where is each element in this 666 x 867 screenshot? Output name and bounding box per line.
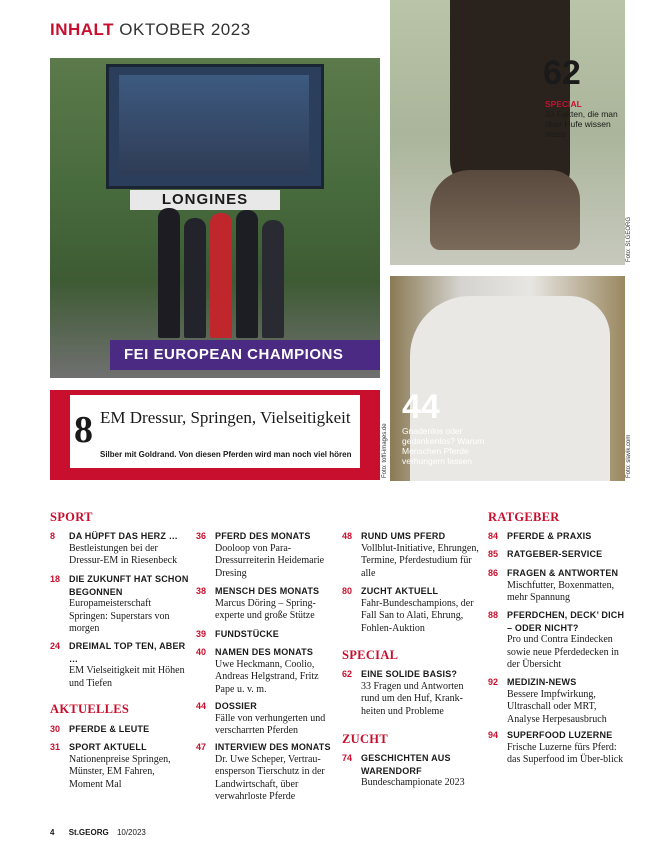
toc-page: 8 (50, 531, 56, 541)
toc-item[interactable] (196, 530, 336, 580)
toc-item[interactable] (196, 741, 336, 804)
toc-page: 86 (488, 568, 499, 578)
toc-title: SUPERFOOD LUZERNE (507, 730, 613, 740)
toc-title: SPORT AKTUELL (69, 742, 147, 752)
toc-title: DOSSIER (215, 701, 257, 711)
toc-page: 24 (50, 641, 61, 651)
toc-title: DREIMAL TOP TEN, ABER … (69, 641, 186, 664)
section-heading-ratgeber: RATGEBER (488, 510, 560, 524)
toc-description: Dooloop von Para-Dressurreiterin Heidemarie Dresing (215, 542, 325, 579)
toc-page: 44 (196, 701, 207, 711)
teaser-62-description: 33 Fakten, die man über Hufe wissen muss (545, 109, 618, 139)
toc-page: 38 (196, 586, 207, 596)
teaser-62-text (545, 99, 625, 139)
toc-item[interactable] (342, 530, 482, 580)
toc-title: DIE ZUKUNFT HAT SCHON BEGONNEN (69, 574, 189, 597)
toc-page: 84 (488, 531, 499, 541)
feature-page-number: 8 (74, 409, 93, 451)
teaser-62-number: 62 (543, 54, 581, 92)
teaser-44-number: 44 (402, 388, 440, 426)
magazine-logo: St.GEORG (68, 828, 109, 837)
rider-figure (236, 210, 258, 338)
header-title: INHALT (50, 20, 115, 39)
toc-item[interactable] (342, 752, 482, 790)
rider-figure (184, 218, 206, 338)
toc-description: Fälle von verhungerten und verscharrten Pferden (215, 712, 326, 736)
toc-title: MEDIZIN-NEWS (507, 677, 577, 687)
toc-item[interactable] (488, 676, 628, 726)
toc-description: Bundeschampionate 2023 (361, 777, 465, 788)
toc-title: PFERDE & PRAXIS (507, 531, 592, 541)
teaser-62-kicker: SPECIAL (545, 99, 582, 109)
issue-number: 10/2023 (116, 828, 146, 837)
photo-credit-main: Foto: toffi-images.de (382, 423, 388, 478)
video-screen (106, 64, 324, 189)
toc-item[interactable] (50, 640, 190, 690)
toc-title: PFERD DES MONATS (215, 531, 311, 541)
feature-title: EM Dressur, Springen, Vielseitigkeit (100, 408, 351, 427)
section-heading-special: SPECIAL (342, 648, 399, 662)
toc-item[interactable] (50, 530, 190, 568)
toc-title: GESCHICHTEN AUS WARENDORF (361, 753, 451, 776)
toc-page: 40 (196, 647, 207, 657)
toc-description: EM Vielseitigkeit mit Höhen und Tiefen (69, 665, 185, 689)
page-footer (50, 828, 146, 837)
main-photo-podium[interactable] (50, 58, 380, 378)
toc-page: 85 (488, 549, 499, 559)
photo-credit-horse: Foto: slavik.com (626, 434, 632, 478)
section-heading-sport: SPORT (50, 510, 93, 524)
toc-item[interactable] (488, 729, 628, 767)
toc-title: NAMEN DES MONATS (215, 647, 314, 657)
rider-figure (158, 208, 180, 338)
toc-title: DA HÜPFT DAS HERZ … (69, 531, 178, 541)
toc-page: 31 (50, 742, 61, 752)
photo-credit-hoof: Foto: St.GEORG (626, 216, 632, 262)
toc-title: FUNDSTÜCKE (215, 629, 279, 639)
toc-page: 74 (342, 753, 353, 763)
toc-page: 62 (342, 669, 353, 679)
toc-title: PFERDE & LEUTE (69, 724, 150, 734)
toc-page: 18 (50, 574, 61, 584)
rider-figure (262, 220, 284, 338)
toc-page: 47 (196, 742, 207, 752)
toc-page: 30 (50, 724, 61, 734)
toc-title: ZUCHT AKTUELL (361, 586, 439, 596)
section-heading-aktuelles: AKTUELLES (50, 702, 130, 716)
section-heading-zucht: ZUCHT (342, 732, 388, 746)
toc-title: PFERDCHEN, DECK’ DICH – ODER NICHT? (507, 610, 625, 633)
toc-item[interactable] (50, 723, 190, 736)
toc-page: 80 (342, 586, 353, 596)
toc-description: Dr. Uwe Scheper, Vertrau-ensperson Tierschutz in der Landwirtschaft, über verwahrloste Pferde (215, 753, 325, 802)
toc-description: Frische Luzerne fürs Pferd: das Superfood im Über-blick (507, 741, 624, 765)
toc-item[interactable] (488, 567, 628, 605)
toc-description: Europameisterschaft Springen: Superstars von morgen (69, 598, 170, 634)
toc-title: EINE SOLIDE BASIS? (361, 669, 458, 679)
toc-item[interactable] (196, 585, 336, 623)
toc-description: Nationenpreise Springen, Münster, EM Fahren, Moment Mal (69, 753, 171, 790)
toc-item[interactable] (50, 741, 190, 791)
toc-title: FRAGEN & ANTWORTEN (507, 568, 619, 578)
toc-item[interactable] (196, 628, 336, 641)
toc-description: Bessere Impfwirkung, Ultraschall oder MRT, Analyse Herpesausbruch (507, 688, 607, 725)
toc-description: Vollblut-Initiative, Ehrungen, Termine, Pferdestudium für alle (361, 542, 479, 579)
page-header (50, 20, 251, 40)
toc-description: Mischfutter, Boxenmatten, mehr Spannung (507, 579, 615, 603)
toc-item[interactable] (196, 646, 336, 696)
sponsor-logo: LONGINES (130, 190, 280, 210)
feature-subtitle: Silber mit Goldrand. Von diesen Pferden wird man noch viel hören (100, 450, 352, 459)
official-figure (210, 213, 232, 338)
toc-title: INTERVIEW DES MONATS (215, 742, 331, 752)
toc-page: 39 (196, 629, 207, 639)
toc-item[interactable] (488, 609, 628, 672)
feature-box[interactable] (50, 390, 380, 480)
toc-page: 36 (196, 531, 207, 541)
toc-item[interactable] (488, 530, 628, 543)
toc-description: Uwe Heckmann, Coolio, Andreas Helgstrand, Fritz Pape u. v. m. (215, 658, 319, 695)
header-date: OKTOBER 2023 (119, 20, 251, 39)
event-banner: FEI EUROPEAN CHAMPIONS (110, 340, 380, 370)
toc-item[interactable] (196, 700, 336, 738)
toc-description: Pro und Contra Eindecken sowie neue Pferdedecken in der Übersicht (507, 634, 619, 670)
teaser-44-text: Gnadenlos oder gedankenlos? Warum Menschen Pferde verhungern lassen (402, 426, 485, 466)
toc-page: 48 (342, 531, 353, 541)
toc-description: 33 Fragen und Antworten rund um den Huf, Krank-heiten und Probleme (361, 680, 464, 717)
toc-item[interactable] (342, 585, 482, 635)
toc-item[interactable] (488, 548, 628, 561)
hoof (430, 170, 580, 250)
toc-page: 94 (488, 730, 499, 740)
toc-description: Fahr-Bundeschampions, der Fall San to Alati, Ehrung, Fohlen-Auktion (361, 597, 474, 634)
toc-item[interactable] (342, 668, 482, 718)
toc-item[interactable] (50, 573, 190, 636)
toc-page: 88 (488, 610, 499, 620)
page-number: 4 (50, 828, 55, 837)
toc-page: 92 (488, 677, 499, 687)
toc-title: RATGEBER-SERVICE (507, 549, 603, 559)
toc-title: RUND UMS PFERD (361, 531, 446, 541)
toc-title: MENSCH DES MONATS (215, 586, 320, 596)
toc-description: Marcus Döring – Spring-experte und große Stütze (215, 597, 316, 621)
toc-description: Bestleistungen bei der Dressur-EM in Riesenbeck (69, 542, 178, 566)
